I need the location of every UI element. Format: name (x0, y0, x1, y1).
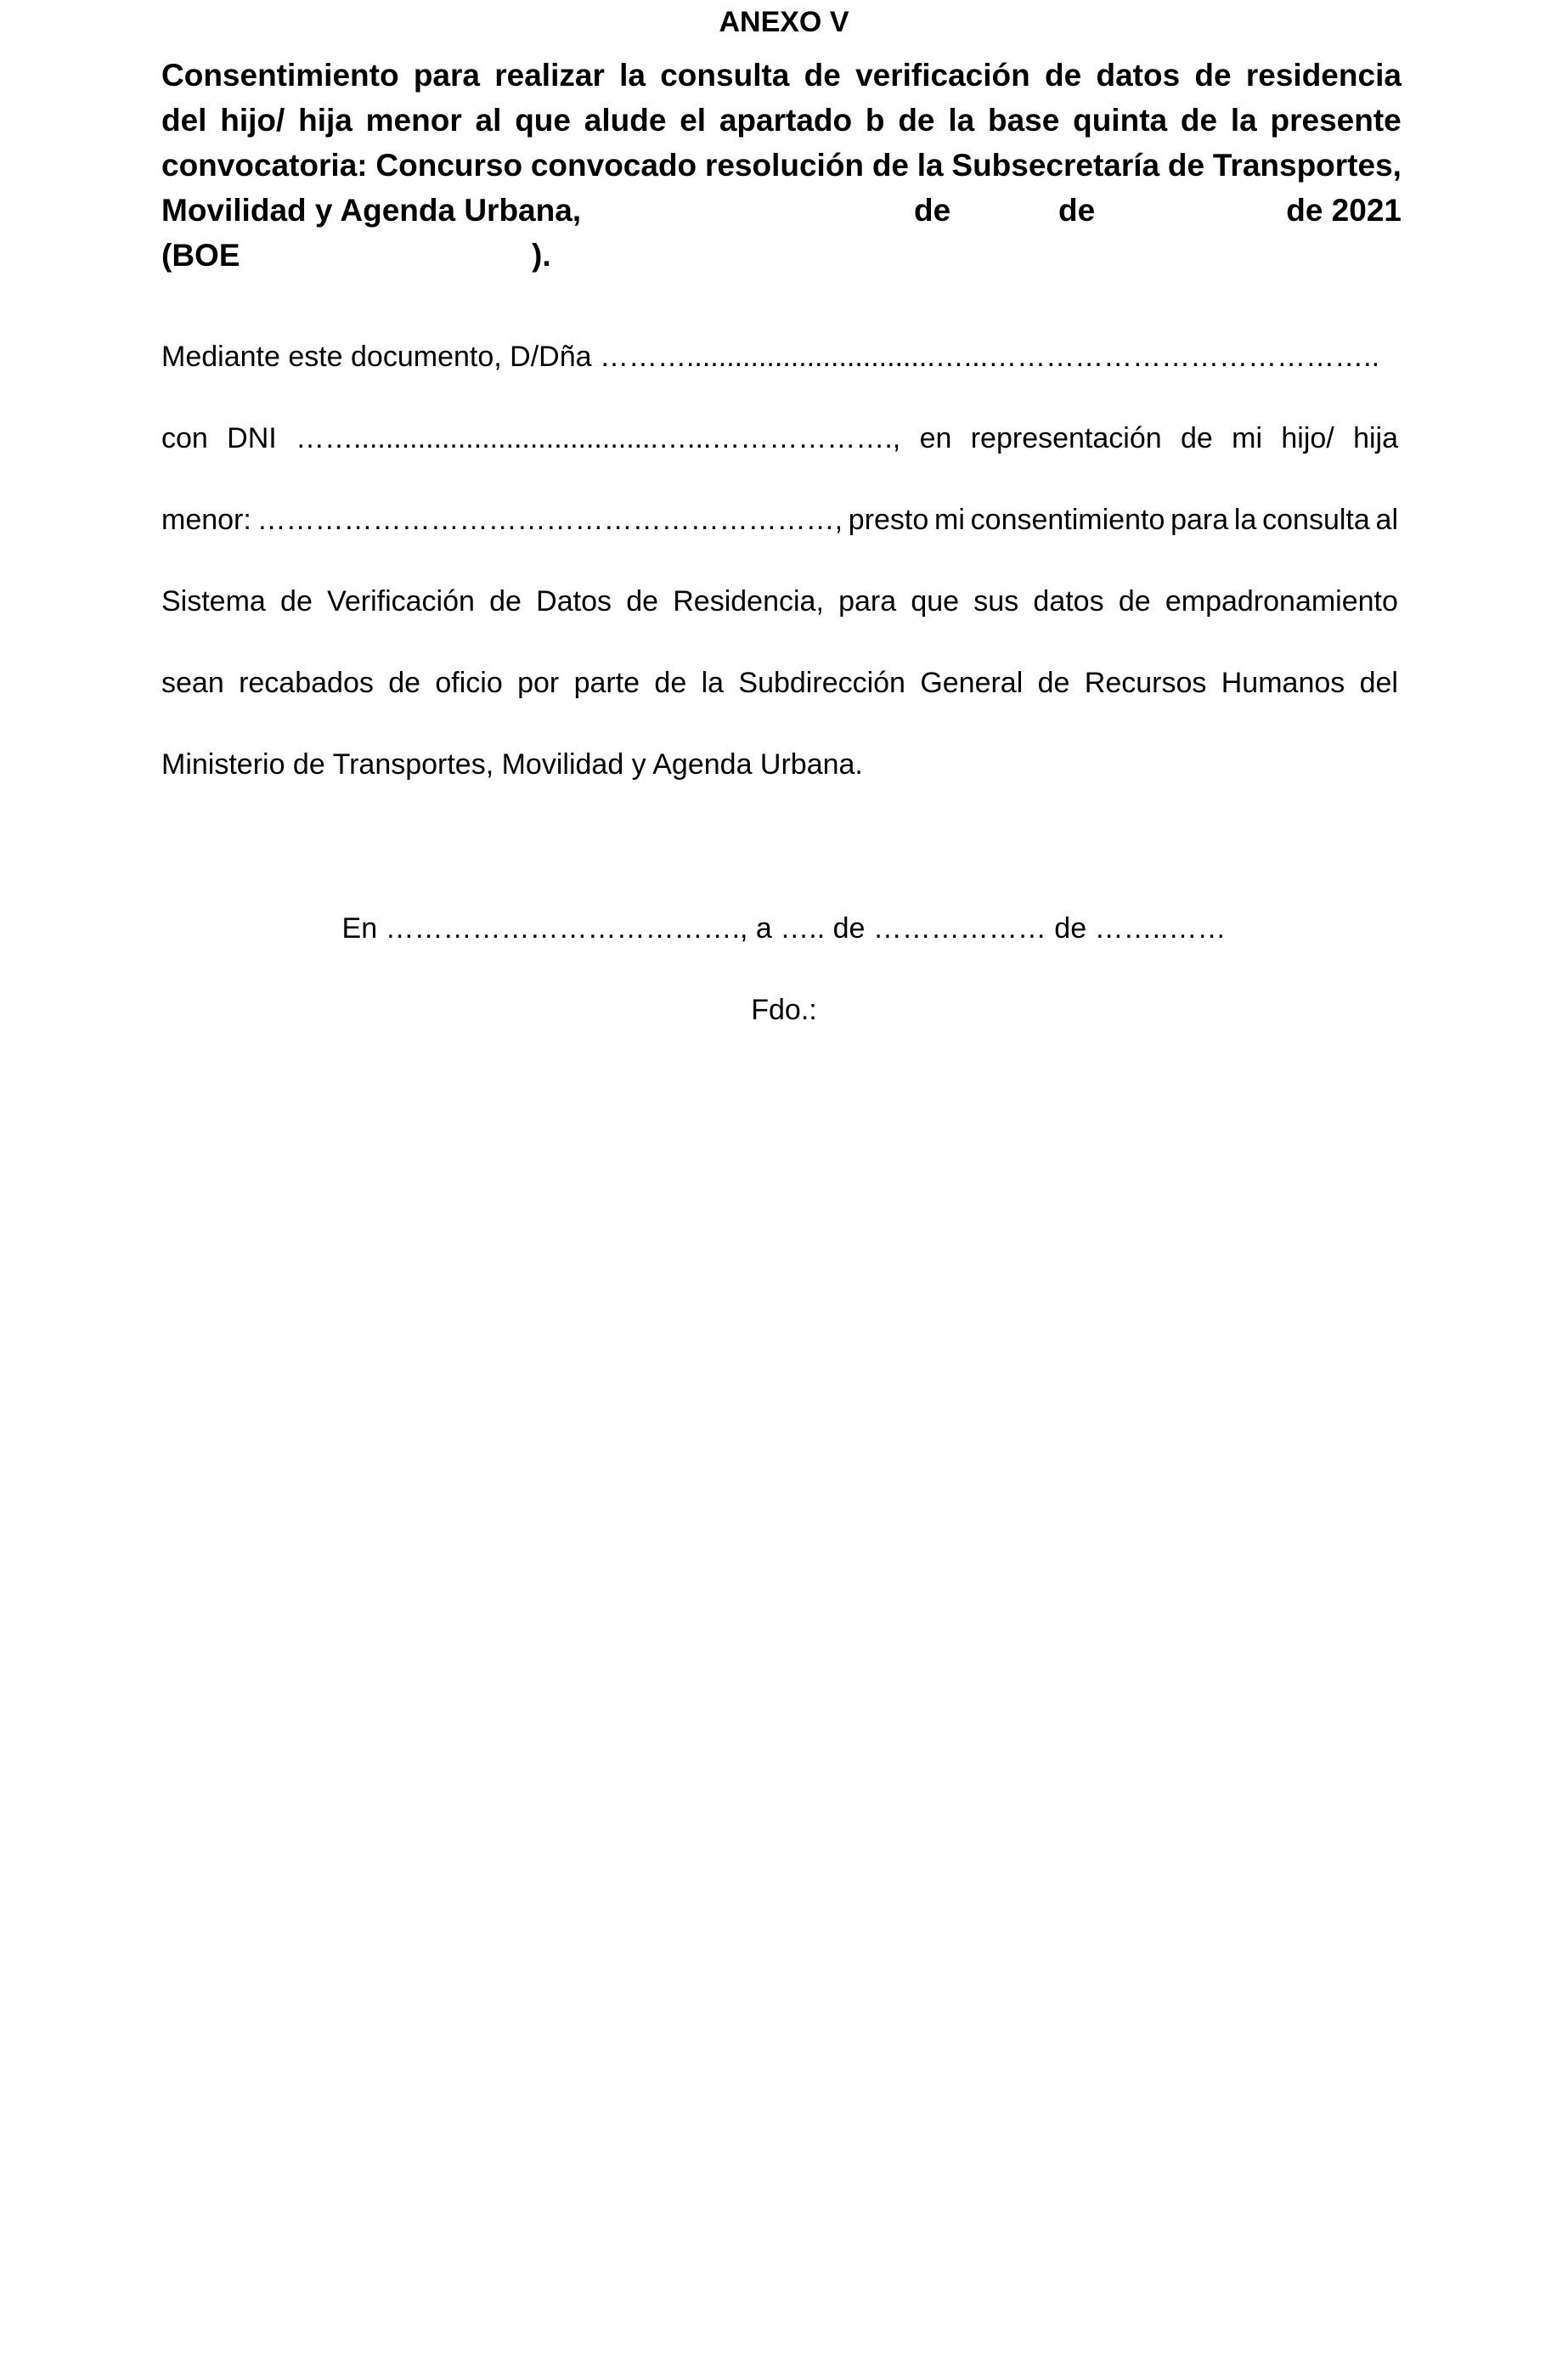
body-line-2-word: de (1180, 422, 1213, 454)
body-line-2-word: DNI (227, 422, 277, 454)
body-line-4-word: Verificación (327, 585, 475, 618)
body-line-5-word: de (1037, 667, 1070, 699)
body-line-5-word: Humanos (1221, 667, 1345, 699)
heading-line-2-word: apartado (719, 103, 853, 138)
heading-line-1-word: la (619, 58, 646, 93)
body-line-2-word: hijo/ (1281, 422, 1334, 454)
body-line-4-word: de (626, 585, 659, 618)
body-line-5-word: Recursos (1084, 667, 1207, 699)
heading-line-2-word: alude (584, 103, 667, 138)
body-line-3-word: menor: (161, 504, 251, 536)
heading-line-2-word: la (948, 103, 975, 138)
body-line-5-word: la (701, 667, 725, 699)
body-line-2-word: hija (1353, 422, 1398, 454)
body-line-3-word: presto (848, 504, 929, 536)
consent-body (161, 316, 1398, 805)
heading-line-1-word: verificación (855, 58, 1030, 93)
body-line-4-word: para (838, 585, 897, 618)
heading-line-1-word: Consentimiento (161, 58, 399, 93)
heading-line-4-de-1: de (914, 193, 951, 228)
heading-line-3-word: resolución (704, 148, 865, 183)
body-line-6 (161, 724, 1398, 805)
heading-line-3-word: de (1167, 148, 1205, 183)
body-line-5-word: sean (161, 667, 224, 699)
body-line-5-word: General (920, 667, 1024, 699)
heading-line-2 (161, 98, 1402, 143)
body-line-4-word: sus (973, 585, 1019, 618)
body-line-2-word: mi (1232, 422, 1263, 454)
body-line-4 (161, 561, 1398, 642)
heading-line-2-word: que (515, 103, 571, 138)
body-line-2-word: con (161, 422, 208, 454)
heading-line-1-word: de (1194, 58, 1232, 93)
heading-line-3-word: convocado (530, 148, 697, 183)
body-line-5-word: por (517, 667, 560, 699)
heading-line-2-word: hija (298, 103, 353, 138)
heading-line-2-word: base (987, 103, 1060, 138)
heading-line-3-word: Transportes, (1212, 148, 1402, 183)
heading-line-2-word: quinta (1073, 103, 1168, 138)
body-line-3-word: al (1375, 504, 1398, 536)
consent-heading (161, 53, 1402, 278)
body-line-3-word: mi (934, 504, 965, 536)
heading-line-5-close: ). (532, 238, 551, 273)
heading-line-1-word: datos (1096, 58, 1181, 93)
heading-line-3-word: Subsecretaría (951, 148, 1160, 183)
body-line-3-word: consentimiento (970, 504, 1165, 536)
body-line-3-word: la (1233, 504, 1257, 536)
body-line-4-word: empadronamiento (1165, 585, 1398, 618)
heading-line-2-word: b (865, 103, 885, 138)
body-line-1 (161, 316, 1398, 398)
body-line-4-word: de (280, 585, 313, 618)
body-line-4-word: Datos (536, 585, 612, 618)
body-line-2-word: en (919, 422, 952, 454)
heading-line-2-word: de (898, 103, 935, 138)
body-line-4-word: Residencia, (673, 585, 824, 618)
heading-line-5-boe: (BOE (161, 238, 240, 273)
body-line-3-word: consulta (1262, 504, 1370, 536)
heading-line-3-word: Concurso (375, 148, 523, 183)
body-line-1-text: Mediante este documento, D/Dña ………...............................…...………………………………….. (161, 341, 1380, 373)
body-line-3 (161, 479, 1398, 561)
heading-line-3-word: de (871, 148, 909, 183)
body-line-3-word: ……………………………………………………, (257, 504, 843, 536)
body-line-4-word: datos (1033, 585, 1104, 618)
body-line-5-word: de (388, 667, 421, 699)
heading-line-3 (161, 143, 1402, 188)
heading-line-2-word: la (1230, 103, 1257, 138)
body-line-6-text: Ministerio de Transportes, Movilidad y Agenda Urbana. (161, 748, 863, 781)
body-line-5-word: parte (573, 667, 640, 699)
annex-title: ANEXO V (719, 6, 849, 38)
heading-line-2-word: el (680, 103, 707, 138)
heading-line-4-de-2: de (1058, 193, 1096, 228)
body-line-5-word: recabados (239, 667, 374, 699)
heading-line-1-word: para (413, 58, 480, 93)
heading-line-5 (161, 233, 1402, 278)
heading-line-1-word: de (1045, 58, 1082, 93)
body-line-3-word: para (1170, 504, 1229, 536)
heading-line-1-word: residencia (1245, 58, 1402, 93)
heading-line-4-year: de 2021 (1286, 193, 1402, 228)
body-line-4-word: Sistema (161, 585, 266, 618)
signature-label: Fdo.: (751, 994, 817, 1026)
heading-line-2-word: de (1180, 103, 1218, 138)
heading-line-2-word: del (161, 103, 207, 138)
heading-line-1-word: consulta (660, 58, 790, 93)
body-line-4-word: que (911, 585, 960, 618)
heading-line-3-word: convocatoria: (161, 148, 368, 183)
body-line-5-word: oficio (435, 667, 503, 699)
heading-line-3-word: la (917, 148, 944, 183)
body-line-2-word: ……......................................…...………………., (296, 422, 901, 454)
heading-line-4-left: Movilidad y Agenda Urbana, (161, 193, 582, 228)
heading-line-2-word: presente (1270, 103, 1402, 138)
heading-line-1 (161, 53, 1402, 98)
body-line-2-word: representación (970, 422, 1162, 454)
body-line-5-word: del (1359, 667, 1398, 699)
place-date-line: En ………………………………., a ….. de ……………… de ……..…… (341, 912, 1227, 945)
heading-line-4 (161, 188, 1402, 233)
body-line-4-word: de (1118, 585, 1151, 618)
heading-line-2-word: menor (365, 103, 462, 138)
body-line-2 (161, 398, 1398, 479)
body-line-5-word: de (654, 667, 687, 699)
heading-line-2-word: hijo/ (220, 103, 285, 138)
heading-line-1-word: realizar (494, 58, 605, 93)
body-line-5 (161, 642, 1398, 724)
heading-line-2-word: al (475, 103, 502, 138)
body-line-5-word: Subdirección (738, 667, 905, 699)
body-line-4-word: de (489, 585, 522, 618)
heading-line-1-word: de (804, 58, 841, 93)
